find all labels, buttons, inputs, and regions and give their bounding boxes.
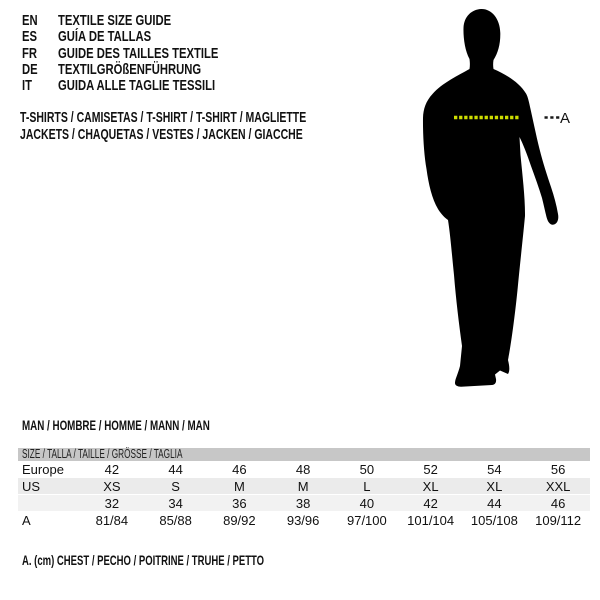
size-table-header-label: SIZE / TALLA / TAILLE / GRÖSSE / TAGLIA	[22, 447, 183, 461]
size-table-row	[18, 461, 590, 478]
category-line-jackets: JACKETS / CHAQUETAS / VESTES / JACKEN / GIACCHE	[20, 125, 303, 143]
size-value: 42	[104, 462, 120, 477]
size-value: 81/84	[95, 513, 129, 528]
size-value: 46	[232, 462, 247, 477]
size-value: 56	[550, 462, 566, 477]
size-value: XL	[422, 479, 439, 494]
size-value: 36	[232, 496, 247, 511]
size-value: 44	[168, 462, 183, 477]
size-table-row	[18, 495, 590, 512]
language-code: FR	[22, 44, 37, 62]
language-row	[22, 78, 218, 94]
language-title-list	[22, 13, 284, 94]
language-row	[22, 29, 218, 45]
size-value: 50	[359, 462, 375, 477]
size-value: 48	[295, 462, 311, 477]
category-line-tshirts: T-SHIRTS / CAMISETAS / T-SHIRT / T-SHIRT / MAGLIETTE	[20, 109, 307, 126]
size-value: 85/88	[159, 513, 192, 528]
language-title: TEXTILGRÖßENFÜHRUNG	[58, 60, 202, 78]
size-value: 97/100	[346, 513, 387, 528]
size-table-header-bar	[18, 448, 590, 461]
language-title: TEXTILE SIZE GUIDE	[58, 12, 172, 29]
size-table-row	[18, 478, 590, 495]
language-title: GUIDE DES TAILLES TEXTILE	[58, 44, 219, 62]
size-value: M	[297, 479, 309, 494]
size-table-row	[18, 512, 590, 529]
size-table	[18, 448, 590, 529]
size-value: 38	[295, 496, 311, 511]
size-value: XL	[486, 479, 503, 494]
size-value: M	[233, 479, 245, 494]
size-value: 105/108	[470, 513, 518, 528]
size-value: 46	[550, 496, 566, 511]
measurement-a-label: A	[560, 110, 571, 127]
chest-measurement-footnote: A. (cm) CHEST / PECHO / POITRINE / TRUHE / PETTO	[22, 552, 265, 568]
size-row-label: Europe	[22, 462, 64, 477]
size-value: L	[363, 479, 371, 494]
language-code: EN	[22, 12, 38, 29]
language-code: DE	[22, 60, 38, 78]
language-row	[22, 13, 218, 29]
male-silhouette-shape	[423, 9, 558, 387]
language-row	[22, 46, 218, 62]
size-value: 101/104	[407, 513, 455, 528]
size-value: XXL	[545, 479, 571, 494]
size-value: 93/96	[286, 513, 320, 528]
size-value: 89/92	[223, 513, 256, 528]
size-row-label: US	[22, 479, 41, 494]
size-value: 109/112	[535, 513, 582, 528]
size-value: 32	[104, 496, 120, 511]
language-code: IT	[22, 77, 33, 95]
size-value: 34	[168, 496, 183, 511]
category-lines	[20, 110, 429, 143]
gender-section-title: MAN / HOMBRE / HOMME / MANN / MAN	[22, 417, 210, 433]
language-title: GUIDA ALLE TAGLIE TESSILI	[58, 77, 216, 95]
language-code: ES	[22, 28, 38, 46]
male-silhouette-figure	[415, 8, 565, 398]
size-value: 40	[359, 496, 375, 511]
size-value: 44	[487, 496, 502, 511]
size-value: 42	[423, 496, 438, 511]
size-row-label: A	[22, 513, 31, 528]
size-value: S	[171, 479, 180, 494]
size-value: 54	[487, 462, 502, 477]
size-value: XS	[103, 479, 121, 494]
language-title: GUÍA DE TALLAS	[58, 28, 152, 46]
size-row-label	[18, 495, 80, 512]
size-table-body	[18, 461, 590, 529]
size-value: 52	[423, 462, 438, 477]
language-row	[22, 62, 218, 78]
